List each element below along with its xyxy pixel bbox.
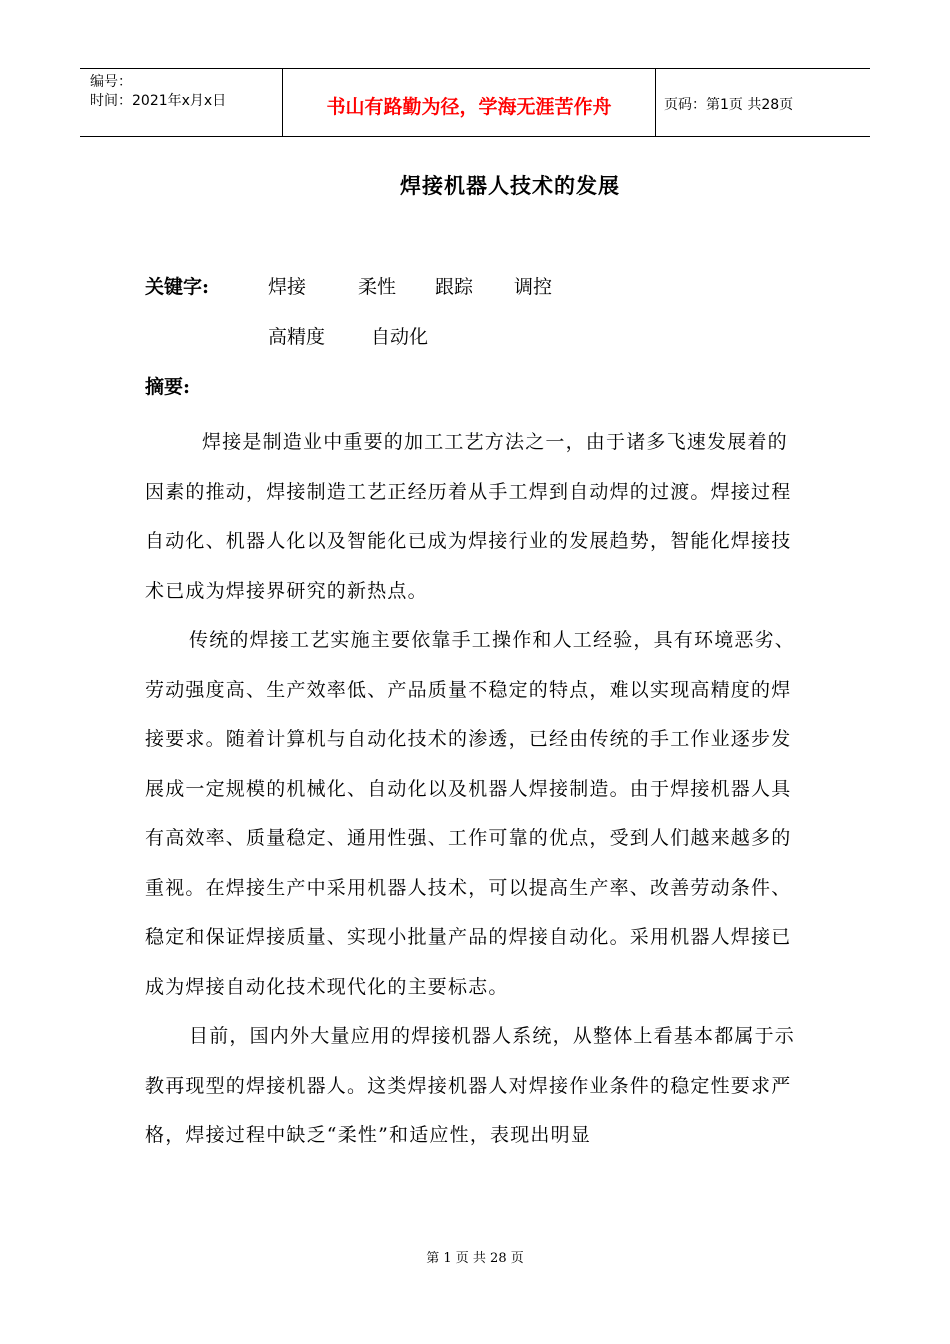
abstract-body: [145, 418, 805, 1161]
paragraph: 焊接是制造业中重要的加工工艺方法之一，由于诸多飞速发展着的因素的推动，焊接制造工艺正经历着从手工焊到自动焊的过渡。焊接过程自动化、机器人化以及智能化已成为焊接行业的发展趋势，智能化焊接技术已成为焊接界研究的新热点。: [145, 431, 792, 602]
header-divider: [655, 68, 656, 136]
keyword: 调控: [514, 276, 553, 298]
keyword: 高精度: [268, 326, 326, 348]
header-bottom-rule: [80, 136, 870, 137]
document-time: 时间：2021年x月x日: [90, 93, 227, 109]
keyword: 自动化: [371, 326, 429, 348]
header-meta: [90, 73, 226, 111]
keywords-label: 关键字:: [145, 276, 210, 298]
header-motto: 书山有路勤为径，学海无涯苦作舟: [326, 96, 612, 118]
keyword: 柔性: [358, 276, 397, 298]
paragraph: 传统的焊接工艺实施主要依靠手工操作和人工经验，具有环境恶劣、劳动强度高、生产效率低、产品质量不稳定的特点，难以实现高精度的焊接要求。随着计算机与自动化技术的渗透，已经由传统的手工作业逐步发展成一定规模的机械化、自动化以及机器人焊接制造。由于焊接机器人具有高效率、质量稳定、通用性强、工作可靠的优点，受到人们越来越多的重视。在焊接生产中采用机器人技术，可以提高生产率、改善劳动条件、稳定和保证焊接质量、实现小批量产品的焊接自动化。采用机器人焊接已成为焊接自动化技术现代化的主要标志。: [145, 629, 796, 998]
document-title: 焊接机器人技术的发展: [400, 173, 620, 198]
document-number-label: 编号：: [90, 74, 132, 90]
header-top-rule: [80, 68, 870, 69]
page-footer: 第 1 页 共 28 页: [426, 1251, 524, 1266]
header-page-info: 页码：第1页 共28页: [664, 97, 794, 113]
paragraph: 目前，国内外大量应用的焊接机器人系统，从整体上看基本都属于示教再现型的焊接机器人。这类焊接机器人对焊接作业条件的稳定性要求严格，焊接过程中缺乏“柔性”和适应性，表现出明显: [145, 1025, 796, 1146]
abstract-label: 摘要:: [145, 376, 191, 398]
keyword: 焊接: [268, 276, 307, 298]
keyword: 跟踪: [435, 276, 474, 298]
